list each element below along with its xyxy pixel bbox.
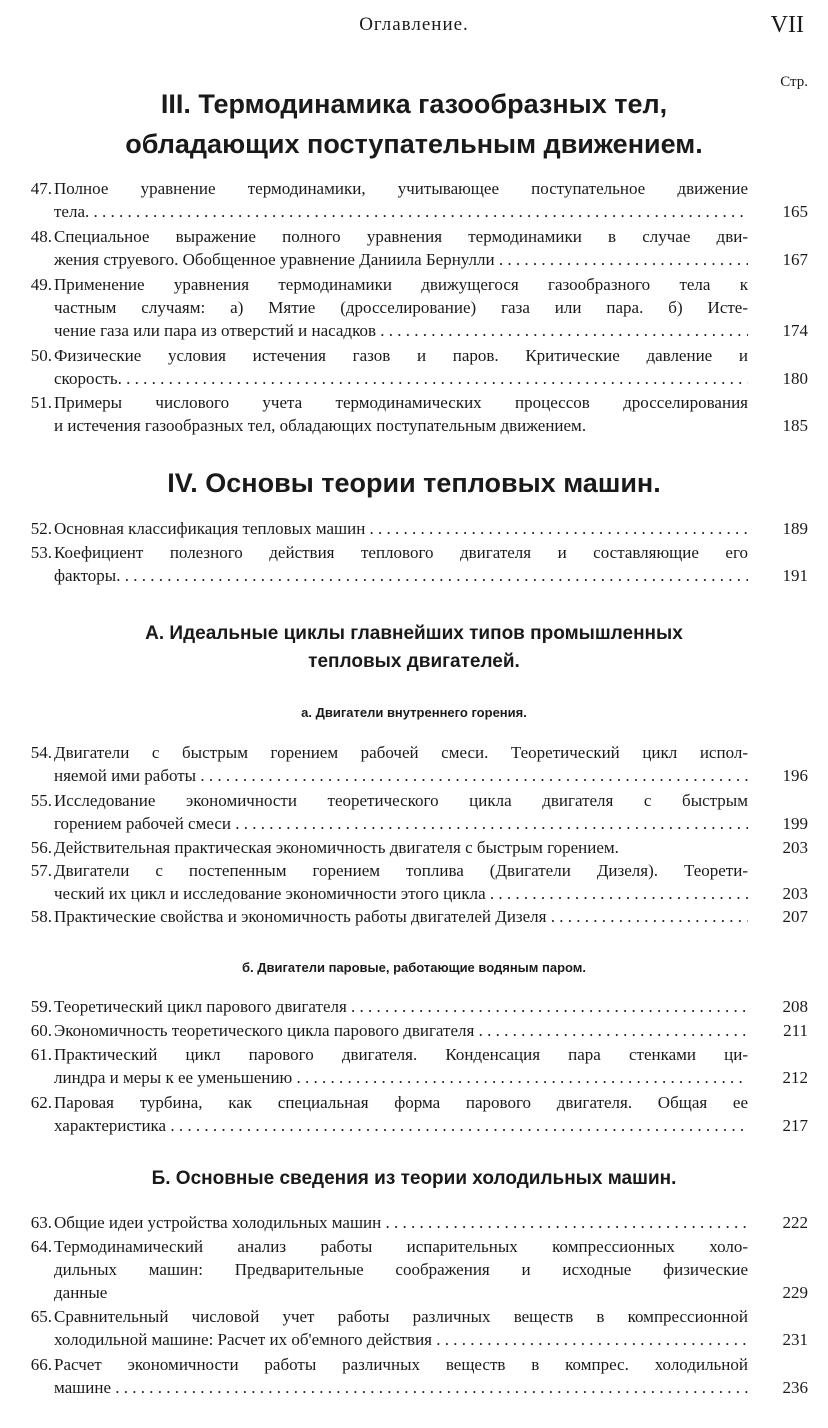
entry-page: 203 — [782, 884, 808, 903]
entry-text-line: скорость. . . . — [54, 368, 748, 390]
entry-text-line: жения струевого. Обобщенное уравнение Даниила Бернулли . . . — [54, 249, 748, 271]
entry-page: 208 — [782, 997, 808, 1016]
entry-page: 165 — [782, 202, 808, 221]
entry-number: 52. — [30, 519, 52, 538]
subsection-heading-line: б. Двигатели паровые, работающие водяным паром. — [241, 960, 587, 975]
entry-text-line: тела. . . . — [54, 201, 748, 223]
entry-number: 51. — [30, 393, 52, 412]
part-heading-4 — [0, 463, 828, 503]
entry-page: 231 — [782, 1330, 808, 1349]
section-heading-line: А. Идеальные циклы главнейших типов промышленных — [145, 623, 683, 644]
entry-number: 62. — [30, 1093, 52, 1112]
entry-number: 49. — [30, 275, 52, 294]
entry-text-line: Общие идеи устройства холодильных машин . . . — [54, 1212, 748, 1234]
entry-number: 58. — [30, 907, 52, 926]
entry-page: 185 — [782, 416, 808, 435]
entry-text-line: Сравнительный числовой учет работы различных веществ в компрессионной — [54, 1307, 748, 1326]
entry-text-line: Основная классификация тепловых машин . . . — [54, 518, 748, 540]
entry-text-line: Действительная практическая экономичность двигателя с быстрым горением. — [54, 838, 619, 857]
entry-text-line: Физические условия истечения газов и паров. Критические давление и — [54, 346, 748, 365]
entry-page: 236 — [782, 1378, 808, 1397]
entry-text-line: Применение уравнения термодинамики движущегося газообразного тела к — [54, 275, 748, 294]
entry-text-line: частным случаям: а) Мятие (дросселирование) газа или пара. б) Исте- — [54, 298, 748, 317]
entry-page: 229 — [782, 1283, 808, 1302]
entry-text-line: Практические свойства и экономичность работы двигателей Дизеля . . . — [54, 906, 748, 928]
entry-number: 60. — [30, 1021, 52, 1040]
entry-text-line: дильных машин: Предварительные соображения и исходные физические — [54, 1260, 748, 1279]
entry-page: 167 — [782, 250, 808, 269]
entry-page: 207 — [782, 907, 808, 926]
entry-page: 211 — [783, 1021, 808, 1040]
running-head — [0, 14, 828, 44]
subsection-heading-a — [0, 703, 828, 723]
subsection-heading-b — [0, 958, 828, 978]
entry-page: 212 — [782, 1068, 808, 1087]
section-heading-a — [0, 620, 828, 676]
entry-text-line: машине . . . — [54, 1377, 748, 1399]
entry-text-line: данные — [54, 1283, 108, 1302]
entry-page: 196 — [782, 766, 808, 785]
entry-number: 56. — [30, 838, 52, 857]
entry-number: 59. — [30, 997, 52, 1016]
entry-text-line: и истечения газообразных тел, обладающих поступательным движением. — [54, 416, 587, 435]
entry-number: 47. — [30, 179, 52, 198]
entry-number: 54. — [30, 743, 52, 762]
entry-text-line: линдра и меры к ее уменьшению . . . — [54, 1067, 748, 1089]
part-heading-line: IV. Основы теории тепловых машин. — [167, 468, 661, 498]
entry-number: 48. — [30, 227, 52, 246]
entry-text-line: Термодинамический анализ работы испарительных компрессионных холо- — [54, 1237, 748, 1256]
entry-page: 222 — [782, 1213, 808, 1232]
entry-text-line: горением рабочей смеси . . . — [54, 813, 748, 835]
entry-page: 189 — [782, 519, 808, 538]
entry-number: 50. — [30, 346, 52, 365]
entry-number: 64. — [30, 1237, 52, 1256]
entry-text-line: Исследование экономичности теоретического цикла двигателя с быстрым — [54, 791, 748, 810]
entry-text-line: ческий их цикл и исследование экономичности этого цикла . . . — [54, 883, 748, 905]
subsection-heading-line: а. Двигатели внутреннего горения. — [301, 705, 527, 720]
entry-number: 63. — [30, 1213, 52, 1232]
part-heading-line: обладающих поступательным движением. — [125, 129, 703, 159]
entry-page: 174 — [782, 321, 808, 340]
entry-text-line: Теоретический цикл парового двигателя . . . — [54, 996, 748, 1018]
entry-text-line: Полное уравнение термодинамики, учитывающее поступательное движение — [54, 179, 748, 198]
entry-text-line: Специальное выражение полного уравнения термодинамики в случае дви- — [54, 227, 748, 246]
entry-text-line: Двигатели с постепенным горением топлива (Двигатели Дизеля). Теорети- — [54, 861, 748, 880]
entry-number: 53. — [30, 543, 52, 562]
entry-page: 180 — [782, 369, 808, 388]
entry-page: 203 — [782, 838, 808, 857]
entry-number: 61. — [30, 1045, 52, 1064]
entry-text-line: Паровая турбина, как специальная форма парового двигателя. Общая ее — [54, 1093, 748, 1112]
page-column-label: Стр. — [780, 74, 808, 90]
entry-text-line: няемой ими работы . . . — [54, 765, 748, 787]
page-number-roman: VII — [770, 12, 804, 38]
entry-text-line: Двигатели с быстрым горением рабочей смеси. Теоретический цикл испол- — [54, 743, 748, 762]
entry-page: 199 — [782, 814, 808, 833]
part-heading-3 — [0, 84, 828, 164]
entry-number: 55. — [30, 791, 52, 810]
entry-text-line: Расчет экономичности работы различных веществ в компрес. холодильной — [54, 1355, 748, 1374]
entry-text-line: Практический цикл парового двигателя. Конденсация пара стенками ци- — [54, 1045, 748, 1064]
entry-text-line: холодильной машине: Расчет их об'емного действия . . . — [54, 1329, 748, 1351]
running-title: Оглавление. — [359, 14, 469, 35]
entry-text-line: Коефициент полезного действия теплового двигателя и составляющие его — [54, 543, 748, 562]
section-heading-line: тепловых двигателей. — [308, 651, 520, 672]
entry-text-line: чение газа или пара из отверстий и насадков . . . — [54, 320, 748, 342]
entry-text-line: Примеры числового учета термодинамических процессов дросселирования — [54, 393, 748, 412]
entry-page: 191 — [782, 566, 808, 585]
entry-number: 66. — [30, 1355, 52, 1374]
entry-text-line: факторы. . . . — [54, 565, 748, 587]
entry-number: 65. — [30, 1307, 52, 1326]
section-heading-b — [0, 1165, 828, 1193]
entry-text-line: характеристика . . . — [54, 1115, 748, 1137]
entry-page: 217 — [782, 1116, 808, 1135]
entry-text-line: Экономичность теоретического цикла парового двигателя . . . — [54, 1020, 748, 1042]
part-heading-line: III. Термодинамика газообразных тел, — [160, 89, 668, 119]
section-heading-line: Б. Основные сведения из теории холодильных машин. — [151, 1168, 677, 1189]
entry-number: 57. — [30, 861, 52, 880]
